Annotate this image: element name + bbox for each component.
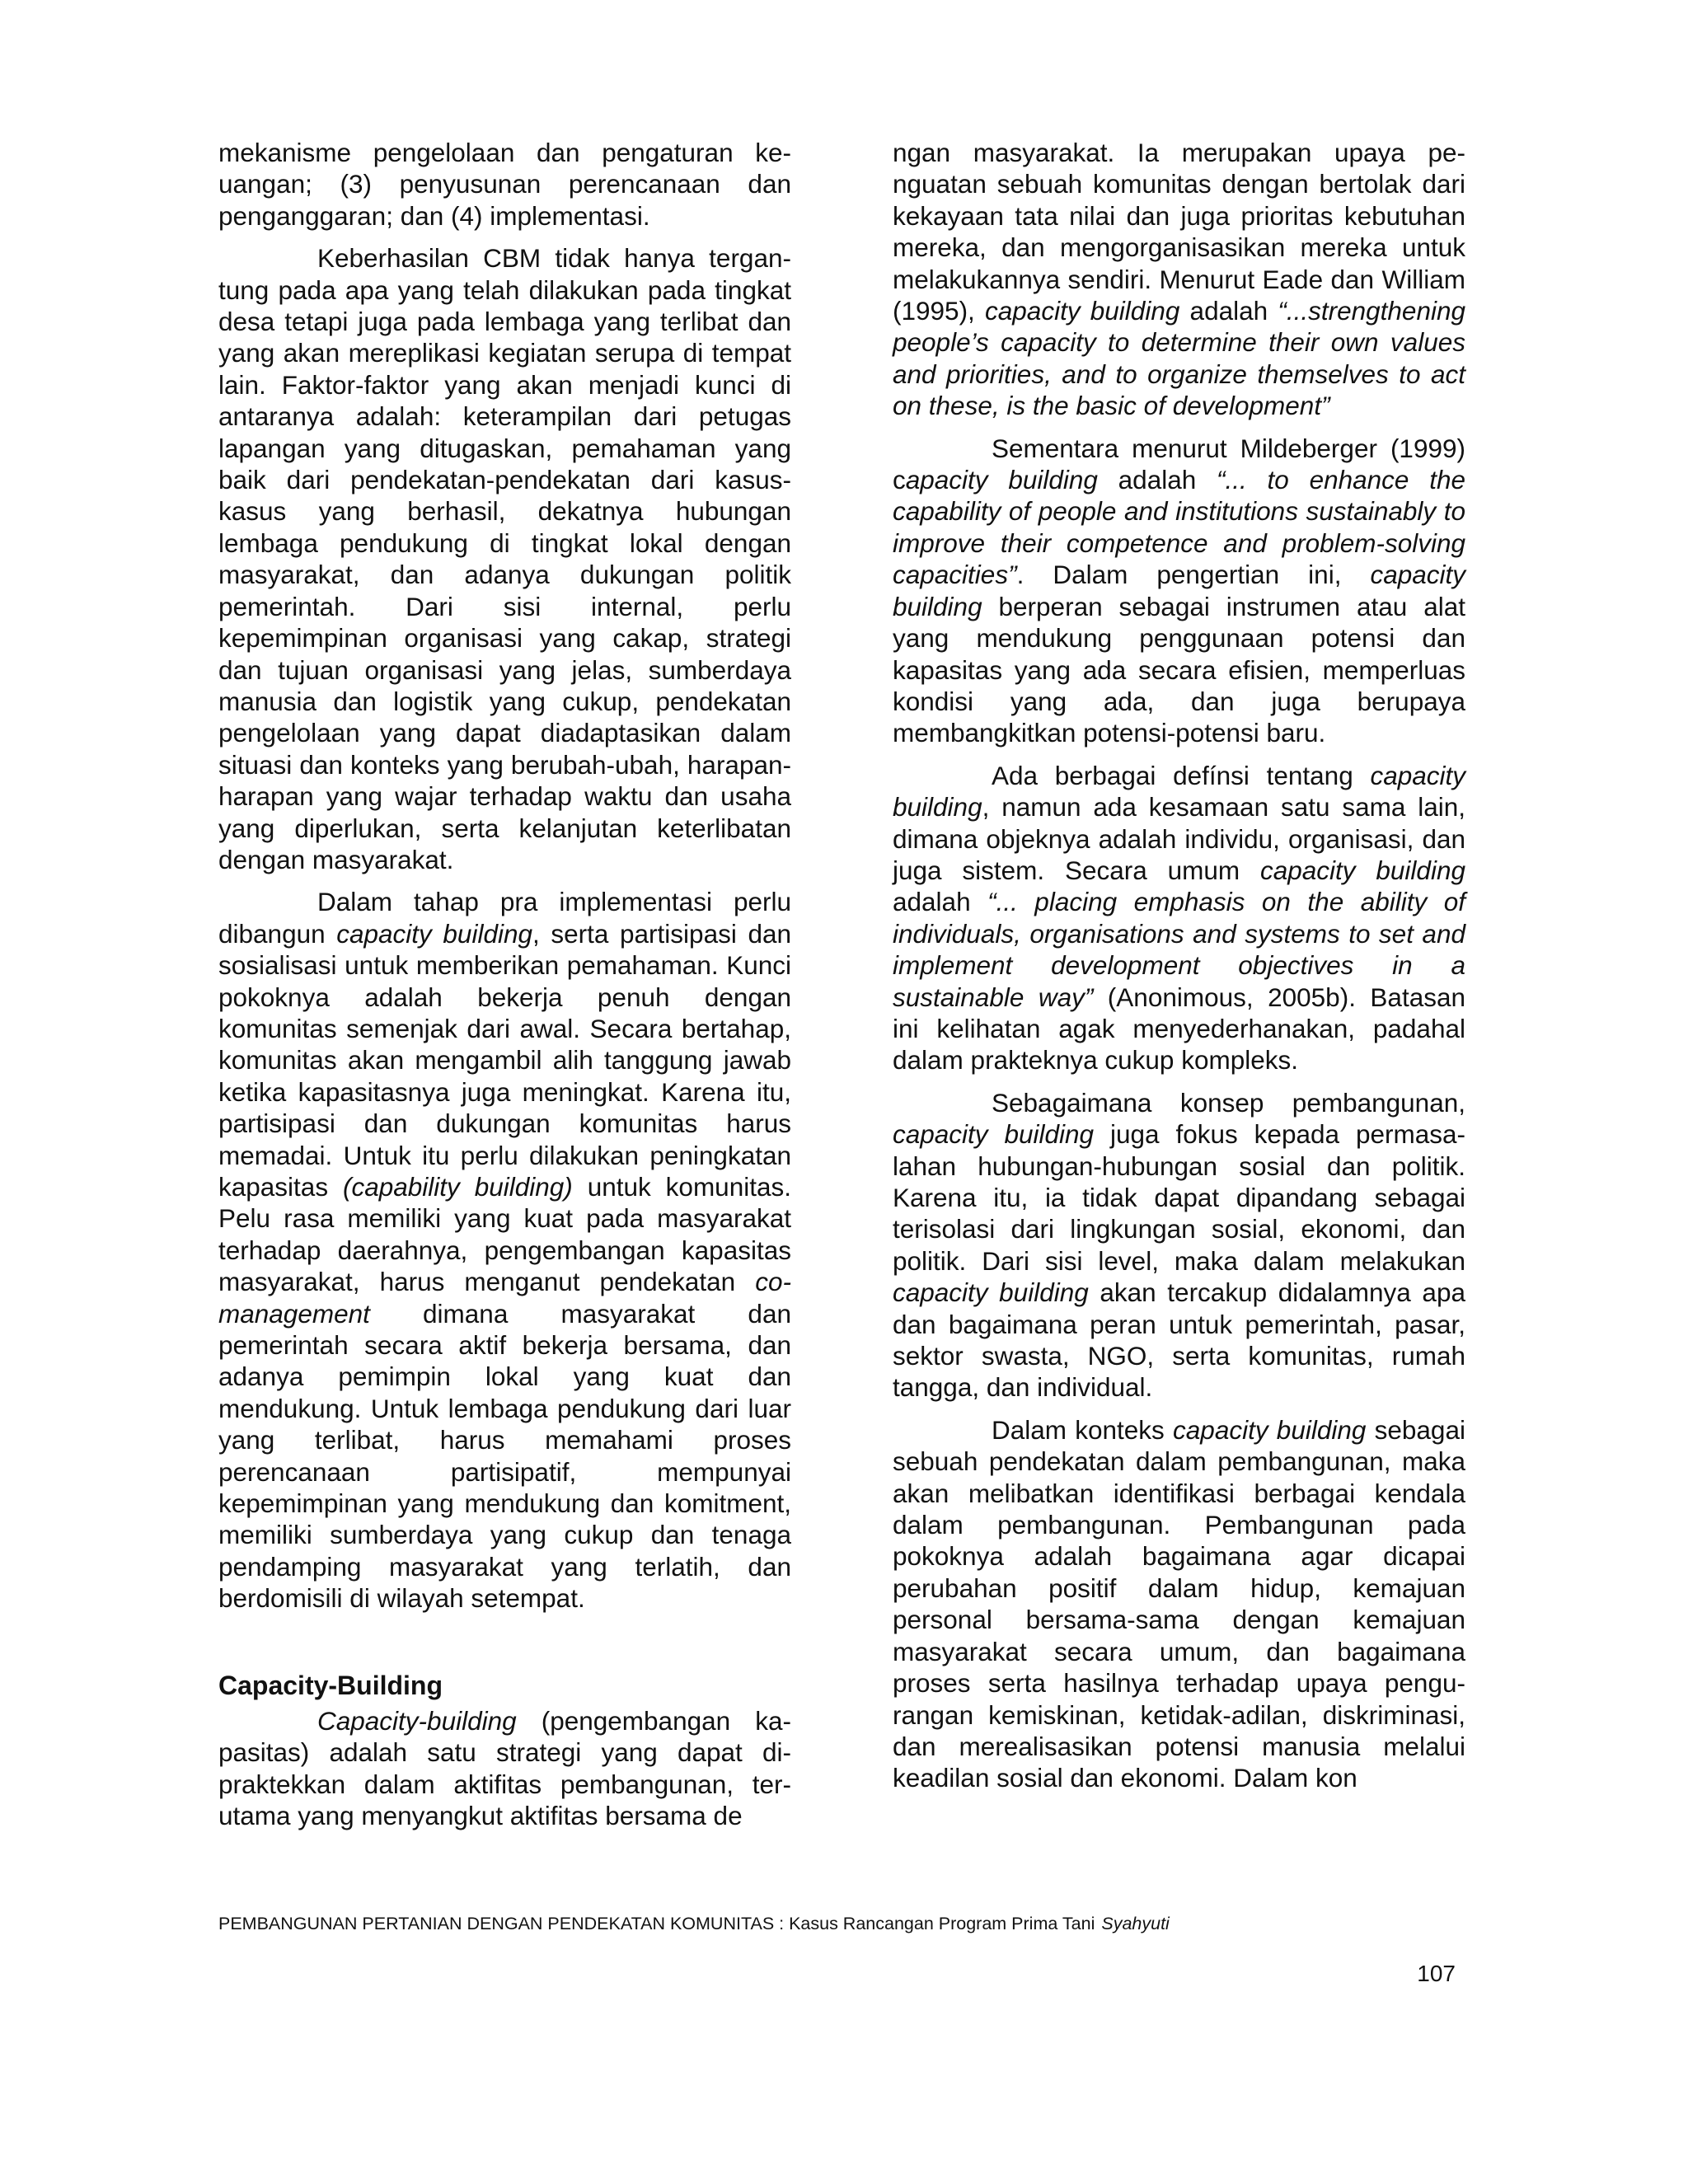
text-run: Sebagaimana konsep pembangunan, [992, 1087, 1465, 1118]
right-column [893, 137, 1465, 1805]
text-run: (pengembangan kapasitas) adalah satu strategi yang dapat dipraktekkan dalam aktifitas pembangunan, terutama yang menyangkut aktifitas bersama de [218, 1705, 791, 1830]
text-run: , serta partisipasi dan sosialisasi untuk memberikan pemahaman. Kunci pokoknya adalah bekerja penuh dengan komunitas semenjak dari awal. Secara bertahap, komunitas akan mengambil alih tanggung jawab ketika kapasitasnya juga meningkat. Karena itu, partisipasi dan dukungan komunitas harus memadai. Untuk itu perlu dilakukan peningkatan kapasitas [218, 918, 791, 1202]
italic-quote: “... placing emphasis on the ability of individuals, organisations and systems to set and implement development objectives in a sustainable way” [893, 887, 1465, 1012]
italic-term: capacity building [893, 1277, 1089, 1308]
text-run: Ada berbagai defínsi tentang [992, 760, 1371, 790]
text-run: Dalam konteks [992, 1414, 1174, 1445]
italic-term: capacity building [893, 760, 1465, 823]
left-column [218, 137, 791, 1842]
section-heading: Capacity-Building [218, 1670, 443, 1700]
italic-quote: “... to enhance the capability of people and institutions sustainably to improve their competence and problem-solving capacities” [893, 465, 1465, 590]
footer-author: Syahyuti [1101, 1914, 1170, 1933]
left-paragraph-2 [218, 242, 791, 875]
text-run: (Anonimous, 2005b). Batasan ini kelihatan agak menyederhanakan, padahal dalam prakteknya cukup kompleks. [893, 982, 1465, 1076]
italic-term: (capability building) [342, 1172, 573, 1202]
italic-term: capacity building [1173, 1414, 1367, 1445]
right-paragraph-1 [893, 137, 1465, 422]
right-paragraph-5 [893, 1414, 1465, 1794]
page-number: 107 [1417, 1961, 1456, 1986]
left-paragraph-3 [218, 886, 791, 1614]
italic-term: capacity building [985, 296, 1180, 326]
right-paragraph-2 [893, 433, 1465, 749]
text-run: . Dalam pengertian ini, [1016, 560, 1371, 590]
italic-term: apacity building [905, 465, 1098, 495]
text-run: Dalam tahap pra implementasi perlu dibangun [218, 887, 791, 949]
text-run: akan tercakup didalamnya apa dan bagaimana peran untuk pemerintah, pasar, sektor swasta, NGO, serta komunitas, rumah tangga, dan individual. [893, 1277, 1465, 1403]
text-run: Sementara menurut Mildeberger (1999) c [893, 433, 1465, 495]
italic-term: Capacity-building [317, 1705, 517, 1736]
text-run: juga fokus kepada permasalahan hubungan-hubungan sosial dan politik. Karena itu, ia tidak dapat dipandang sebagai terisolasi dari lingkungan sosial, ekonomi, dan politik. Dari sisi level, maka dalam melakukan [893, 1119, 1466, 1276]
paragraph-text: mekanisme pengelolaan dan pengaturan keuangan; (3) penyusunan perencanaan dan penganggaran; dan (4) implementasi. [218, 138, 791, 231]
italic-term: capacity building [893, 1119, 1095, 1150]
italic-term: co-management [218, 1267, 791, 1329]
text-run: adalah [1097, 465, 1217, 495]
text-run: adalah [893, 887, 988, 917]
text-run: dimana masyarakat dan pemerintah secara aktif bekerja bersama, dan adanya pemimpin lokal yang kuat dan mendukung. Untuk lembaga pendukung dari luar yang terlibat, harus memahami proses perencanaan partisipatif, mempunyai kepemimpinan yang mendukung dan komitment, memiliki sumberdaya yang cukup dan tenaga pendamping masyarakat yang terlatih, dan berdomisili di wilayah setempat. [218, 1298, 791, 1614]
text-run: ngan masyarakat. Ia merupakan upaya penguatan sebuah komunitas dengan bertolak dari kekayaan tata nilai dan juga prioritas kebutuhan mereka, dan mengorganisasikan mereka untuk melakukannya sendiri. Menurut Eade dan William (1995), [893, 138, 1465, 326]
italic-term: capacity building [893, 560, 1465, 621]
italic-term: capacity building [336, 918, 533, 949]
left-paragraph-4 [218, 1705, 791, 1832]
paragraph-text: Keberhasilan CBM tidak hanya tergantung pada apa yang telah dilakukan pada tingkat desa tetapi juga pada lembaga yang terlibat dan yang akan mereplikasi kegiatan serupa di tempat lain. Faktor-faktor yang akan menjadi kunci di antaranya adalah: keterampilan dari petugas lapangan yang ditugaskan, pemahaman yang baik dari pendekatan-pendekatan dari kasus-kasus yang berhasil, dekatnya hubungan lembaga pendukung di tingkat lokal dengan masyarakat, dan adanya dukungan politik pemerintah. Dari sisi internal, perlu kepemimpinan organisasi yang cakap, strategi dan tujuan organisasi yang jelas, sumberdaya manusia dan logistik yang cukup, pendekatan pengelolaan yang dapat diadaptasikan dalam situasi dan konteks yang berubah-ubah, harapan-harapan yang wajar terhadap waktu dan usaha yang diperlukan, serta kelanjutan keterlibatan dengan masyarakat. [218, 243, 791, 874]
text-run: sebagai sebuah pendekatan dalam pembangunan, maka akan melibatkan identifikasi berbagai kendala dalam pembangunan. Pembangunan pada pokoknya adalah bagaimana agar dicapai perubahan positif dalam hidup, kemajuan personal bersama-sama dengan kemajuan masyarakat secara umum, dan bagaimana proses serta hasilnya terhadap upaya pengurangan kemiskinan, ketidak-adilan, diskriminasi, dan merealisasikan potensi manusia melalui keadilan sosial dan ekonomi. Dalam kon [893, 1414, 1465, 1793]
text-run: berperan sebagai instrumen atau alat yang mendukung penggunaan potensi dan kapasitas yang ada secara efisien, memperluas kondisi yang ada, dan juga berupaya membangkitkan potensi-potensi baru. [893, 591, 1465, 748]
text-run: , namun ada kesamaan satu sama lain, dimana objeknya adalah individu, organisasi, dan juga sistem. Secara umum [893, 792, 1465, 885]
italic-term: capacity building [1260, 855, 1465, 885]
text-run: adalah [1179, 296, 1278, 326]
right-paragraph-4 [893, 1087, 1465, 1404]
left-paragraph-1 [218, 137, 791, 232]
italic-quote: “...strengthening people’s capacity to determine their own values and priorities, and to organize themselves to act on these, is the basic of development” [893, 296, 1465, 421]
footer-title: PEMBANGUNAN PERTANIAN DENGAN PENDEKATAN KOMUNITAS : Kasus Rancangan Program Prima Tani [218, 1914, 1095, 1933]
right-paragraph-3 [893, 760, 1465, 1076]
running-footer [218, 1912, 1537, 1935]
text-run: untuk komunitas. Pelu rasa memiliki yang kuat pada masyarakat terhadap daerahnya, pengembangan kapasitas masyarakat, harus menganut pendekatan [218, 1172, 791, 1297]
